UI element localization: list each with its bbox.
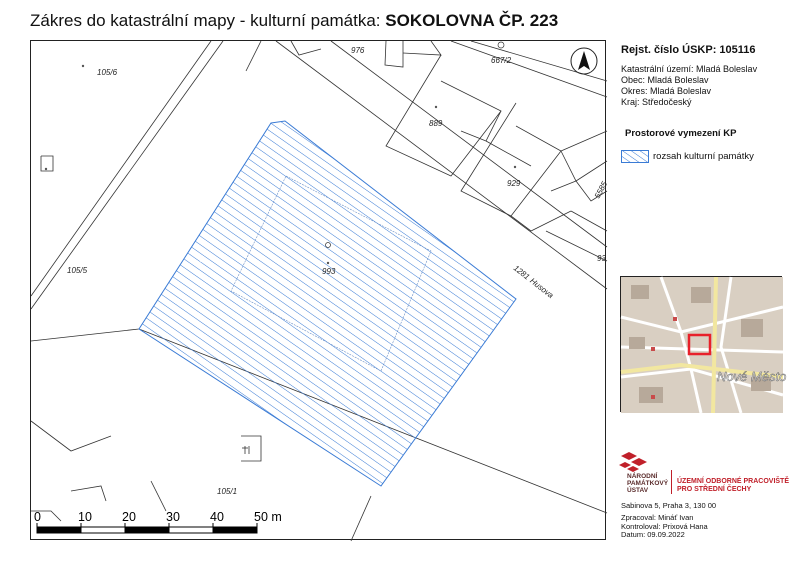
page-title bbox=[30, 11, 558, 31]
logo-divider bbox=[671, 470, 672, 494]
parcel-label: 105/5 bbox=[67, 266, 88, 275]
street-number-label: 1281Husova bbox=[511, 263, 556, 301]
parcel-label: 5585 bbox=[592, 179, 610, 200]
parcel-label: 929 bbox=[507, 179, 521, 188]
institution-office: ÚZEMNÍ ODBORNÉ PRACOVIŠTĚ PRO STŘEDNÍ ČECHY bbox=[677, 478, 790, 493]
overview-map[interactable] bbox=[620, 276, 787, 412]
scale-bar-segment bbox=[213, 527, 257, 533]
overview-map-canvas bbox=[621, 277, 787, 413]
region: Kraj: Středočeský bbox=[621, 97, 692, 107]
scale-bar-label: 20 bbox=[122, 510, 136, 524]
scale-bar-segment bbox=[37, 527, 81, 533]
title-monument-name: SOKOLOVNA ČP. 223 bbox=[385, 11, 559, 30]
monument-extent-hatch[interactable] bbox=[139, 121, 516, 486]
map-canvas bbox=[31, 41, 610, 541]
cadastral-map[interactable] bbox=[30, 40, 610, 540]
date: Datum: 09.09.2022 bbox=[621, 530, 685, 539]
legend-item-label: rozsah kulturní památky bbox=[653, 151, 754, 162]
scale-bar-label: 50 m bbox=[254, 510, 282, 524]
survey-point-icon bbox=[498, 42, 504, 48]
overview-map-label: Nové Město bbox=[717, 369, 787, 384]
north-arrow-icon bbox=[571, 48, 597, 74]
parcel-label: 105/6 bbox=[97, 68, 118, 77]
title-prefix: Zákres do katastrální mapy - kulturní památka: bbox=[30, 11, 386, 30]
parcel-label: 976 bbox=[351, 46, 365, 55]
scale-bar-label: 30 bbox=[166, 510, 180, 524]
parcel-label: 993 bbox=[322, 267, 336, 276]
scale-bar-segment bbox=[125, 527, 169, 533]
scale-bar-label: 0 bbox=[34, 510, 41, 524]
institution-name: NÁRODNÍ PAMÁTKOVÝ ÚSTAV bbox=[627, 473, 669, 494]
scale-bar bbox=[34, 510, 282, 533]
registration-number: Rejst. číslo ÚSKP: 105116 bbox=[621, 44, 756, 56]
parcel-label: 667/2 bbox=[491, 56, 512, 65]
legend-item bbox=[621, 150, 797, 164]
processed-by: Zpracoval: Mináť Ivan bbox=[621, 513, 694, 522]
location-info bbox=[621, 64, 757, 108]
parcel-label: 889 bbox=[429, 119, 443, 128]
scale-bar-label: 40 bbox=[210, 510, 224, 524]
church-symbol bbox=[242, 446, 249, 454]
checked-by: Kontroloval: Prixová Hana bbox=[621, 521, 708, 531]
legend-panel bbox=[607, 40, 797, 540]
district: Okres: Mladá Boleslav bbox=[621, 86, 712, 96]
scale-bar-label: 10 bbox=[78, 510, 92, 524]
legend-title: Prostorové vymezení KP bbox=[625, 128, 737, 139]
municipality: Obec: Mladá Boleslav bbox=[621, 75, 709, 85]
parcel-label: 105/1 bbox=[217, 487, 238, 496]
cadastral-area: Katastrální území: Mladá Boleslav bbox=[621, 64, 758, 74]
hatch-swatch-icon bbox=[621, 150, 649, 163]
credits bbox=[621, 514, 708, 540]
parcel-label: 93 bbox=[597, 254, 606, 263]
institution-address: Sabinova 5, Praha 3, 130 00 bbox=[621, 501, 717, 510]
